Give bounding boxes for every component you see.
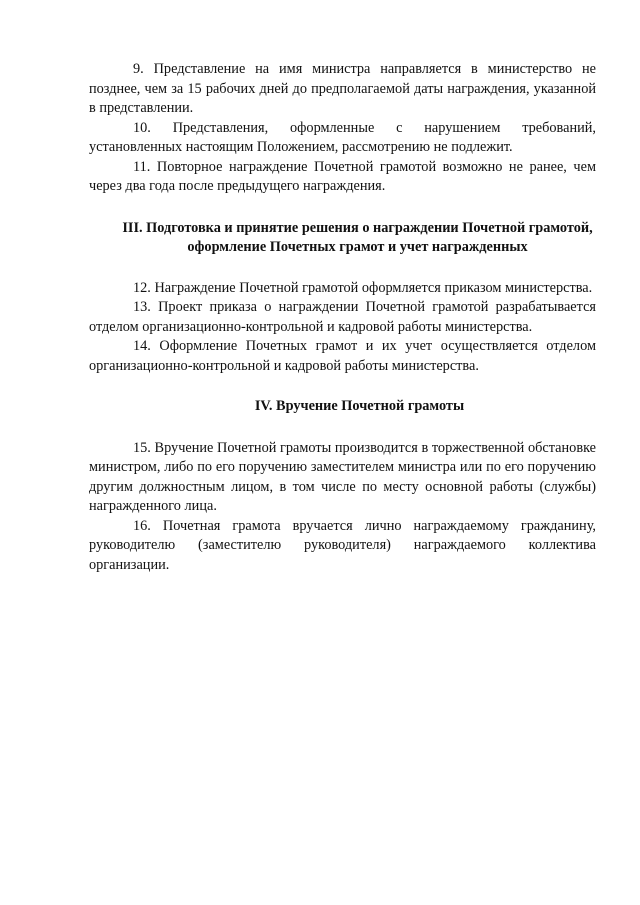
paragraph-number: 9.: [133, 61, 144, 77]
paragraph-9: [89, 60, 596, 119]
paragraph-14: [89, 337, 596, 376]
document-body: [89, 60, 596, 575]
section-4-heading: IV. Вручение Почетной грамоты: [254, 398, 465, 414]
paragraph-number: 16.: [133, 517, 151, 534]
paragraph-11: [89, 158, 596, 197]
paragraph-text: Представления, оформленные с нарушением требований, установленных настоящим Положением, рассмотрению не подлежит.: [89, 119, 596, 155]
paragraph-text: Вручение Почетной грамоты производится в торжественной обстановке министром, либо по его поручению заместителем министра или по его поручению другим должностным лицом, в том числе по месту основной работы (службы) награжденного лица.: [89, 439, 597, 514]
paragraph-16: [89, 517, 596, 576]
paragraph-number: 15.: [133, 439, 151, 456]
paragraph-number: 11.: [133, 158, 151, 175]
paragraph-number: 10.: [133, 119, 151, 136]
paragraph-text: Проект приказа о награждении Почетной грамотой разрабатывается отделом организационно-контрольной и кадровой работы министерства.: [89, 299, 596, 335]
section-3-heading: III. Подготовка и принятие решения о награждении Почетной грамотой, оформление Почетных грамот и учет награжденных: [122, 219, 593, 255]
paragraph-text: Представление на имя министра направляется в министерство не позднее, чем за 15 рабочих дней до предполагаемой даты награждения, указанной в представлении.: [89, 61, 596, 116]
paragraph-10: [89, 119, 596, 158]
paragraph-15: [89, 439, 596, 517]
paragraph-13: [89, 298, 596, 337]
paragraph-number: 14.: [133, 338, 151, 354]
paragraph-number: 12.: [133, 279, 151, 296]
paragraph-text: Оформление Почетных грамот и их учет осуществляется отделом организационно-контрольной и кадровой работы министерства.: [89, 338, 596, 374]
paragraph-text: Повторное награждение Почетной грамотой возможно не ранее, чем через два года после предыдущего награждения.: [89, 158, 596, 194]
paragraph-text: Награждение Почетной грамотой оформляется приказом министерства.: [154, 279, 593, 296]
paragraph-text: Почетная грамота вручается лично награждаемому гражданину, руководителю (заместителю руководителя) награждаемого коллектива организации.: [89, 517, 596, 573]
paragraph-12: [89, 279, 596, 299]
paragraph-number: 13.: [133, 299, 151, 315]
